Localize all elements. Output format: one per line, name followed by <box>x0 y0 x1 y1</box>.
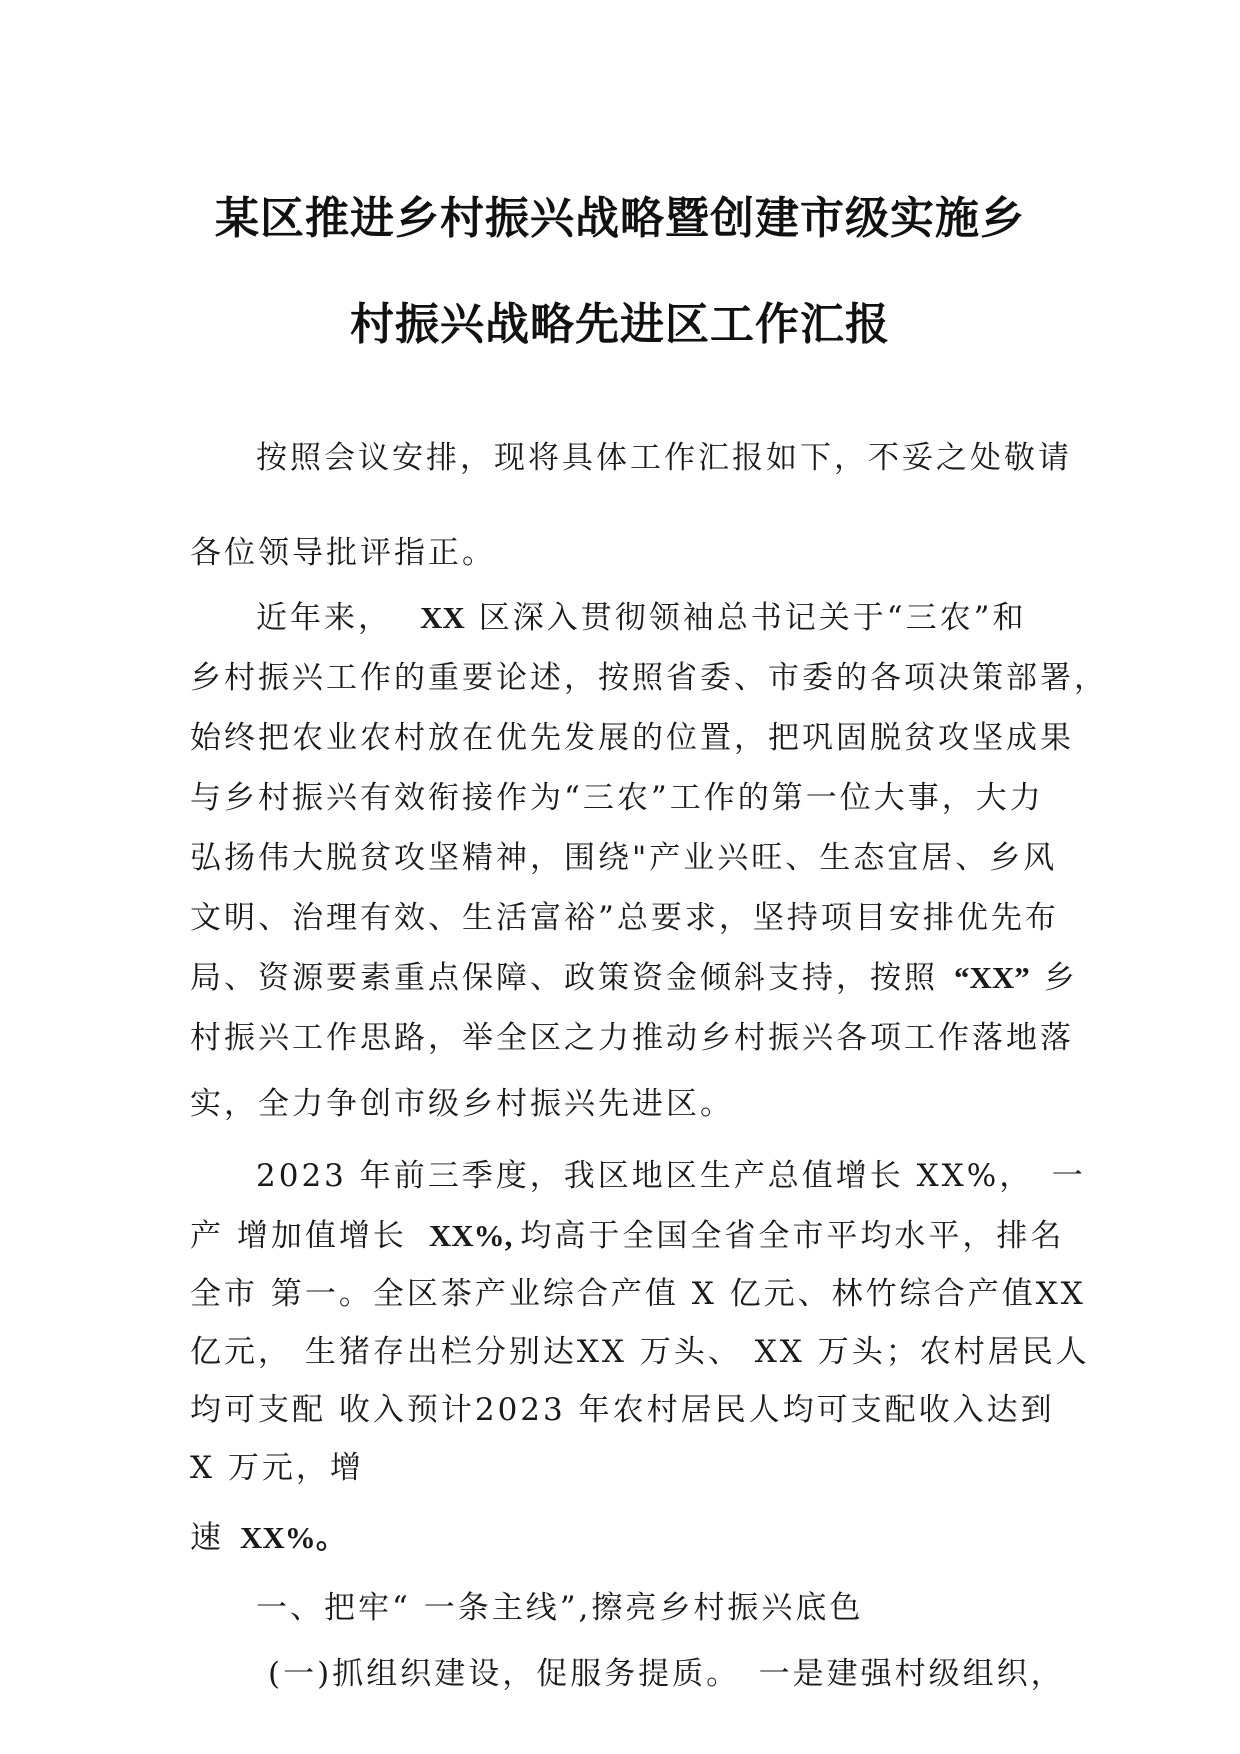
paragraph-2-bold-percent: XX%, <box>428 1218 513 1253</box>
intro-line-2: 各位领导批评指正。 <box>190 535 496 571</box>
document-title-line-1: 某区推进乡村振兴战略暨创建市级实施乡 <box>215 193 1025 244</box>
paragraph-2-text: 均高于全国全省全市平均水平，排名 <box>520 1218 1065 1254</box>
paragraph-1-line-4: 与乡村振兴有效衔接作为“三农”工作的第一位大事，大力 <box>190 780 1044 816</box>
paragraph-1-bold-xx: XX <box>420 600 465 635</box>
paragraph-1-line-5: 弘扬伟大脱贫攻坚精神，围绕"产业兴旺、生态宜居、乡风 <box>190 840 1058 876</box>
paragraph-2-line-4: 亿元， 生猪存出栏分别达XX 万头、 XX 万头；农村居民人 <box>190 1334 1090 1370</box>
paragraph-2-line-2 <box>190 1210 1064 1255</box>
paragraph-2-text: 速 <box>190 1520 224 1556</box>
paragraph-1-text: 乡 <box>1043 960 1078 996</box>
section-1-subheading: (一)抓组织建设，促服务提质。 一是建强村级组织， <box>268 1656 1065 1692</box>
paragraph-2-line-7 <box>190 1512 347 1557</box>
paragraph-1-line-6: 文明、治理有效、生活富裕”总要求，坚持项目安排优先布 <box>190 900 1059 936</box>
paragraph-2-text: 产 增加值增长 <box>190 1218 407 1254</box>
document-title-line-2: 村振兴战略先进区工作汇报 <box>350 299 890 350</box>
section-1-heading: 一、把牢“ 一条主线”,擦亮乡村振兴底色 <box>256 1590 864 1626</box>
paragraph-2-line-5: 均可支配 收入预计2023 年农村居民人均可支配收入达到 <box>190 1392 1055 1428</box>
paragraph-1-line-2: 乡村振兴工作的重要论述，按照省委、市委的各项决策部署， <box>190 660 1108 696</box>
intro-line-1: 按照会议安排，现将具体工作汇报如下，不妥之处敬请 <box>256 440 1072 476</box>
paragraph-1-line-3: 始终把农业农村放在优先发展的位置，把巩固脱贫攻坚成果 <box>190 720 1074 756</box>
paragraph-1-line-8: 村振兴工作思路，举全区之力推动乡村振兴各项工作落地落 <box>190 1020 1074 1056</box>
paragraph-1-text: 局、资源要素重点保障、政策资金倾斜支持，按照 <box>190 960 938 996</box>
paragraph-1-text: 区深入贯彻领袖总书记关于“三农”和 <box>478 600 1027 636</box>
paragraph-1-line-1 <box>256 592 1026 637</box>
paragraph-2-line-1: 2023 年前三季度，我区地区生产总值增长 XX%， 一 <box>256 1158 1086 1194</box>
paragraph-1-bold-xx-quoted: “XX” <box>954 960 1030 995</box>
paragraph-2-line-3: 全市 第一。全区茶产业综合产值 X 亿元、林竹综合产值XX <box>190 1276 1086 1312</box>
paragraph-2-line-6: X 万元，增 <box>190 1450 364 1486</box>
paragraph-1-text: 近年来， <box>256 600 392 636</box>
paragraph-1-line-7 <box>190 952 1078 997</box>
paragraph-2-bold-percent: XX%。 <box>240 1520 347 1555</box>
paragraph-1-line-9: 实，全力争创市级乡村振兴先进区。 <box>190 1086 734 1122</box>
